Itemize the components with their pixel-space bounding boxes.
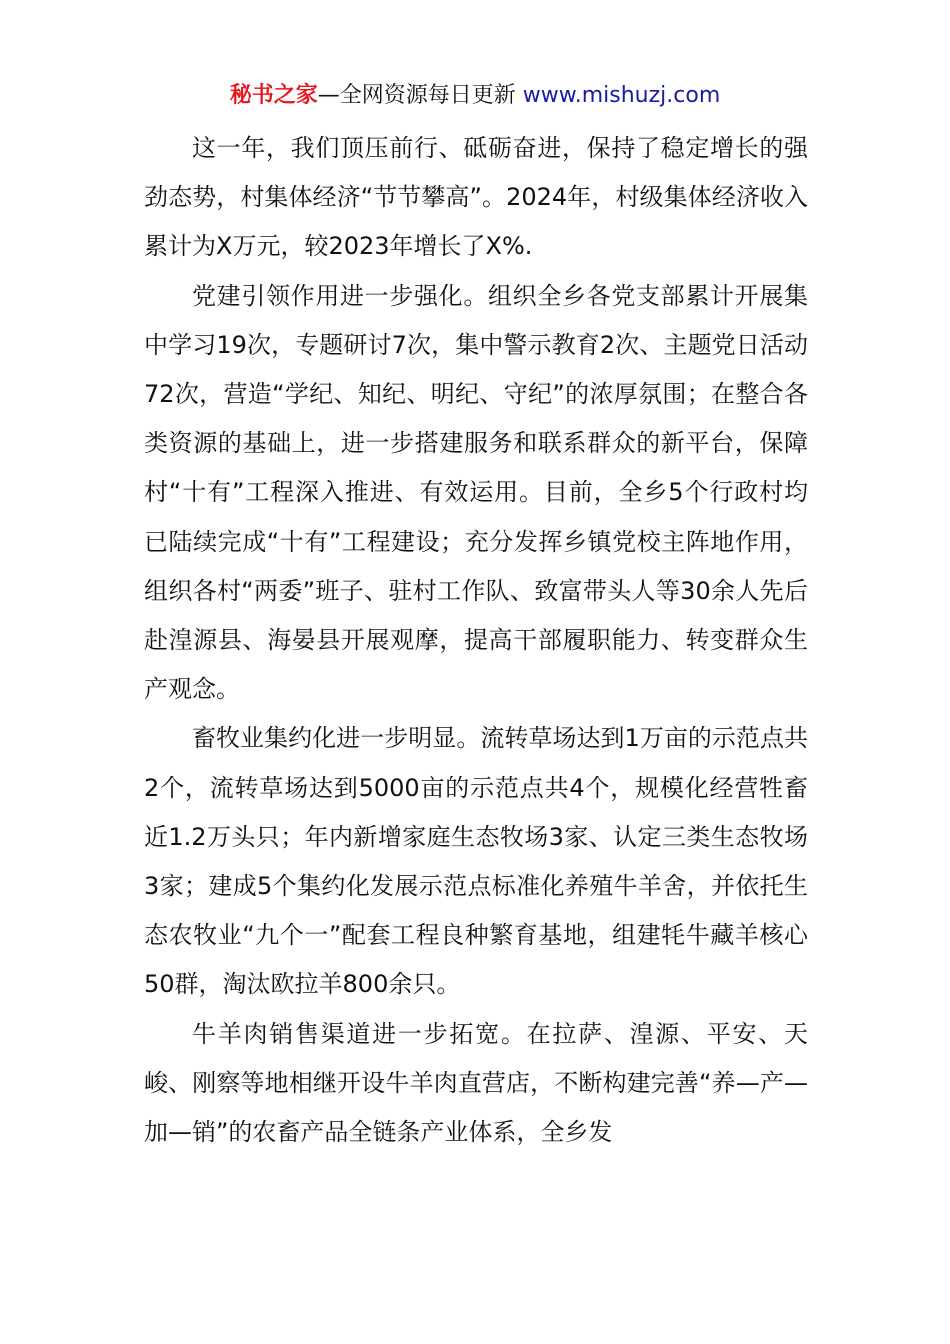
site-brand: 秘书之家 [229, 83, 318, 108]
paragraph-sales-channels: 牛羊肉销售渠道进一步拓宽。在拉萨、湟源、平安、天峻、刚察等地相继开设牛羊肉直营店，不断构建完善“养—产—加—销”的农畜产品全链条产业体系，全乡发 [144, 1019, 808, 1147]
site-header [0, 80, 950, 112]
paragraph-party-building: 党建引领作用进一步强化。组织全乡各党支部累计开展集中学习19次，专题研讨7次，集中警示教育2次、主题党日活动72次，营造“学纪、知纪、明纪、守纪”的浓厚氛围；在整合各类资源的基础上，进一步搭建服务和联系群众的新平台，保障村“十有”工程深入推进、有效运用。目前，全乡5个行政村均已陆续完成“十有”工程建设；充分发挥乡镇党校主阵地作用，组织各村“两委”班子、驻村工作队、致富带头人等30余人先后赴湟源县、海晏县开展观摩，提高干部履职能力、转变群众生产观念。 [144, 281, 808, 704]
paragraph-intro: 这一年，我们顶压前行、砥砺奋进，保持了稳定增长的强劲态势，村集体经济“节节攀高”。2024年，村级集体经济收入累计为X万元，较2023年增长了X%. [144, 134, 808, 261]
site-slogan: —全网资源每日更新 [317, 83, 516, 108]
document-body [144, 124, 808, 1157]
paragraph-animal-husbandry: 畜牧业集约化进一步明显。流转草场达到1万亩的示范点共2个，流转草场达到5000亩的示范点共4个，规模化经营牲畜近1.2万头只；年内新增家庭生态牧场3家、认定三类生态牧场3家；建成5个集约化发展示范点标准化养殖牛羊舍，并依托生态农牧业“九个一”配套工程良种繁育基地，组建牦牛藏羊核心50群，淘汰欧拉羊800余只。 [144, 724, 808, 999]
site-url-link[interactable]: www.mishuzj.com [522, 83, 721, 108]
